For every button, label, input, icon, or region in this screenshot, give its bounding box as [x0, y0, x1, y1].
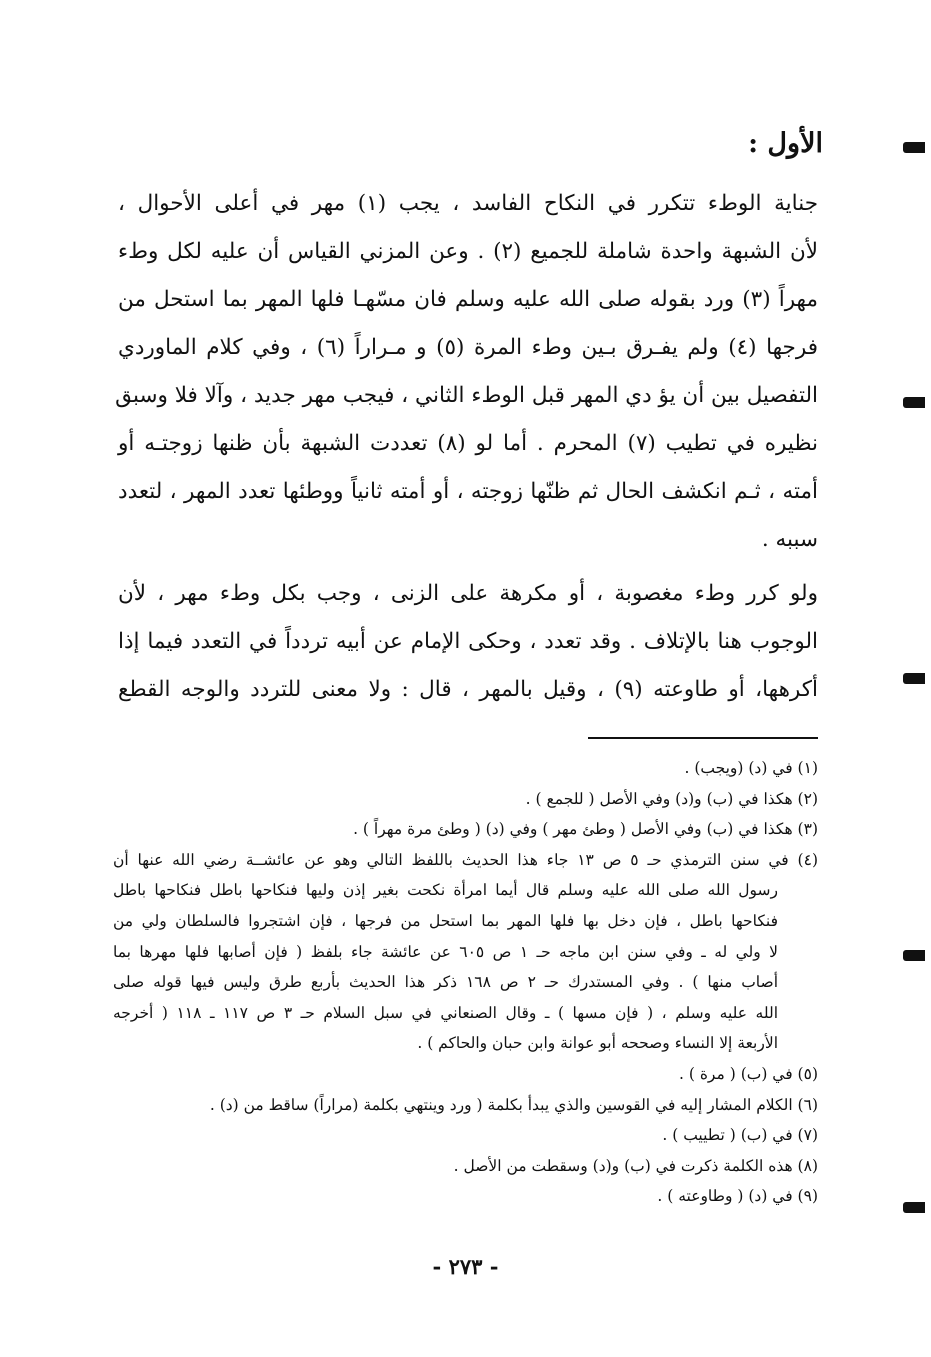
- footnote-line: لا ولي له ـ وفي سنن ابن ماجه حـ ١ ص ٦٠٥ عن عائشة جاء بلفظ ( فإن أصابها فلها مهرها بما: [113, 942, 778, 961]
- text-line: سببه .: [761, 527, 818, 552]
- text-line: أمته ، ثـم انكشف الحال ثم ظنّها زوجته ، أو أمته ثانياً ووطئها تعدد المهر ، لتعدد: [118, 479, 818, 504]
- footnote-line: أصاب منها ) . وفي المستدرك حـ ٢ ص ١٦٨ ذكر هذا الحديث بأربع طرق وليس فيها قوله صلى: [113, 973, 778, 992]
- footnote-line: رسول الله صلى الله عليه وسلم قال أيما امرأة نكحت بغير إذن وليها فنكاحها باطل فنكاحها باطل: [113, 881, 778, 900]
- footnote-line: فنكاحها باطل ، فإن دخل بها فلها المهر بما استحل من فرجها ، فإن اشتجروا فالسلطان ولي من: [113, 911, 778, 930]
- footnote-line: (٨) هذه الكلمة ذكرت في (ب) و(د) وسقطت من الأصل .: [453, 1156, 818, 1175]
- footnotes: [113, 753, 818, 1212]
- edge-tab-marker: [903, 950, 925, 961]
- paragraph-1: [115, 180, 819, 564]
- text-line: مهراً (٣) ورد بقوله صلى الله عليه وسلم فان مسّهـا فلها المهر بما استحل من: [118, 287, 818, 312]
- section-heading: الأول :: [748, 128, 823, 159]
- footnote-line: (١) في (د) (ويجب) .: [684, 759, 818, 777]
- footnote-line: (٥) في (ب) ( مرة ) .: [678, 1064, 818, 1083]
- footnote-line: الأربعة إلا النساء وصححه أبو عوانة وابن حبان والحاكم ) .: [417, 1034, 778, 1053]
- text-line: فرجها (٤) ولم يفـرق بـين وطء المرة (٥) و مـراراً (٦) ، وفي كلام الماوردي: [118, 335, 818, 360]
- edge-tab-marker: [903, 1202, 925, 1213]
- text-line: التفصيل بين أن يؤ دي المهر قبل الوطء الثاني ، فيجب مهر جديد ، وآلا فلا وسبق: [115, 383, 818, 408]
- edge-tab-marker: [903, 397, 925, 408]
- footnote-line: (٤) في سنن الترمذي حـ ٥ ص ١٣ جاء هذا الحديث باللفظ التالي وهو عن عائشــة رضي الله عنها أن: [113, 850, 818, 869]
- footnote-line: (٢) هكذا في (ب) و(د) وفي الأصل ( للجمع ) .: [525, 789, 818, 808]
- text-line: أكرهها، أو طاوعته (٩) ، وقيل بالمهر ، قال : ولا معنى للتردد والوجه القطع: [118, 677, 818, 702]
- footnote-line: (٣) هكذا في (ب) وفي الأصل ( وطئ مهر ) وفي (د) ( وطئ مرة مهراً ) .: [353, 820, 818, 839]
- footnote-separator: [588, 737, 818, 739]
- footnote-line: (٧) في (ب) ( تطييب ) .: [662, 1126, 818, 1145]
- text-line: جناية الوطء تتكرر في النكاح الفاسد ، يجب (١) مهر في أعلى الأحوال ،: [118, 191, 818, 216]
- paragraph-2: [118, 570, 818, 714]
- text-line: الوجوب هنا بالإتلاف . وقد تعدد ، وحكى الإمام عن أبيه تردداً في التعدد فيما إذا: [118, 629, 818, 654]
- text-line: ولو كرر وطء مغصوبة ، أو مكرهة على الزنى ، وجب بكل وطء مهر ، لأن: [118, 581, 818, 606]
- footnote-line: (٩) في (د) ( وطاوعته ) .: [657, 1187, 818, 1206]
- page-number: - ٢٧٣ -: [432, 1254, 499, 1279]
- text-line: نظيره في تطيب (٧) المحرم . أما لو (٨) تعددت الشبهة بأن ظنها زوجتـه أو: [118, 431, 819, 456]
- text-line: لأن الشبهة واحدة شاملة للجميع (٢) . وعن المزني القياس أن عليه لكل وطء: [118, 239, 818, 264]
- footnote-line: الله عليه وسلم ، ( فإن مسها ) ـ وقال الصنعاني في سبل السلام حـ ٣ ص ١١٧ ـ ١١٨ ( أخرجه: [113, 1003, 779, 1022]
- edge-tab-marker: [903, 673, 925, 684]
- edge-tab-marker: [903, 142, 925, 153]
- footnote-line: (٦) الكلام المشار إليه في القوسين والذي يبدأ بكلمة ( ورد وينتهي بكلمة (مراراً) ساقط من (د) .: [209, 1095, 818, 1114]
